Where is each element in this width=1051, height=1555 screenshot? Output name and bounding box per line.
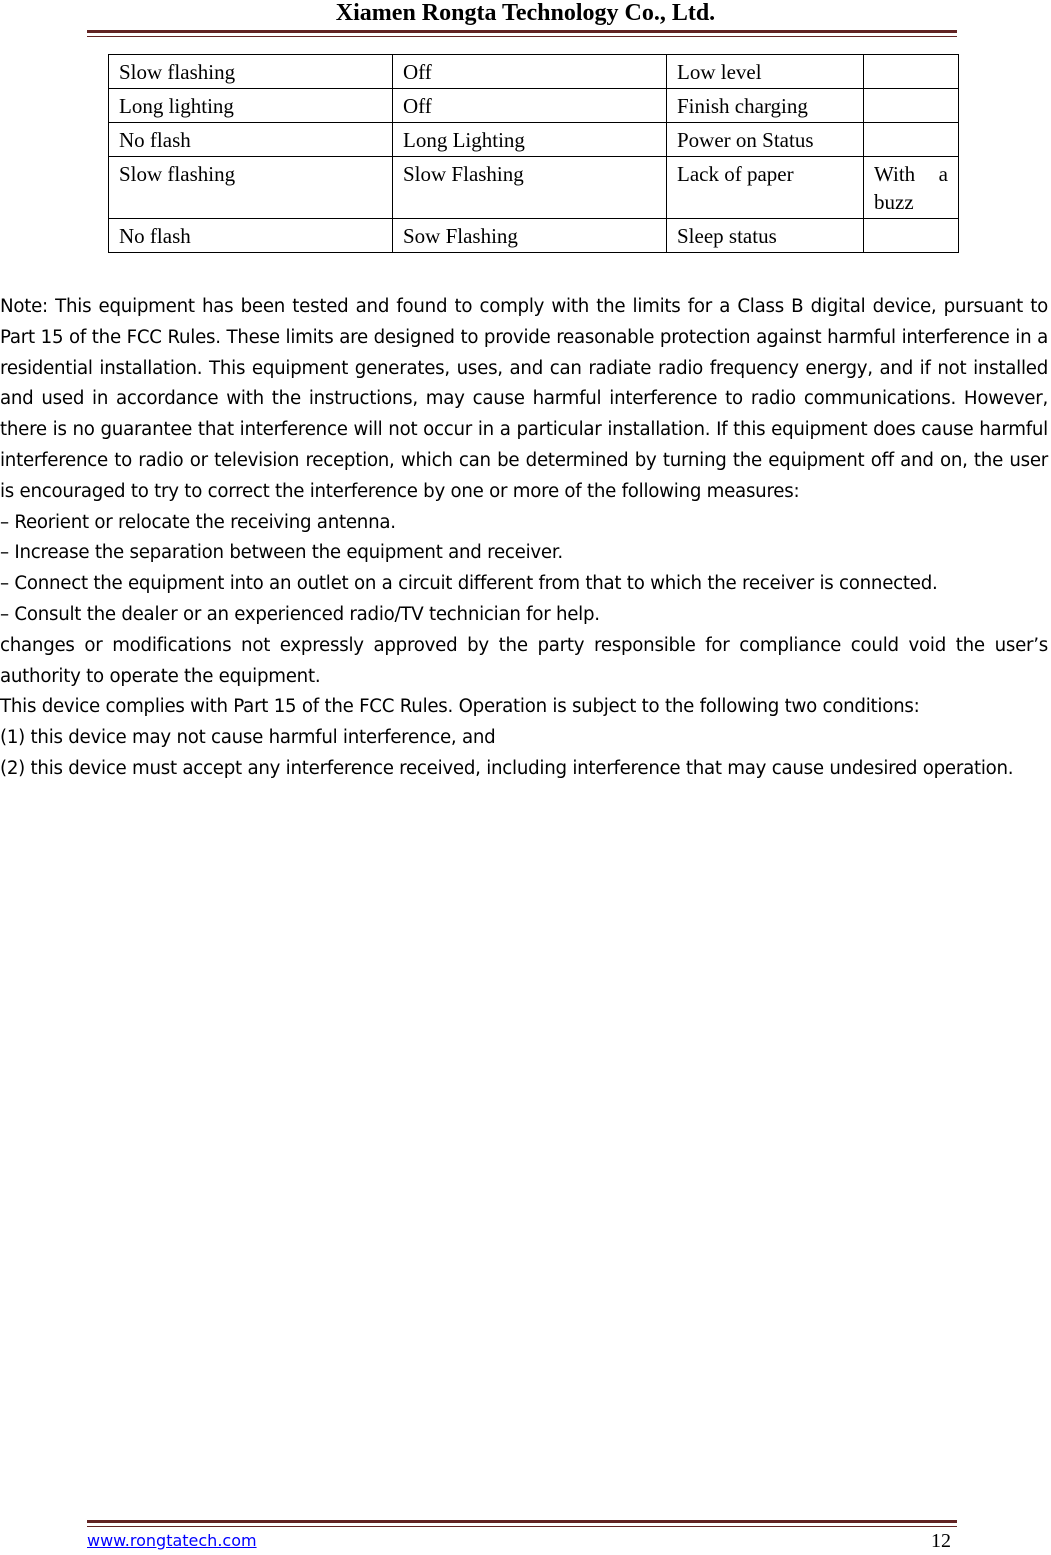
table-cell: [864, 89, 959, 123]
page-number: 12: [931, 1530, 951, 1552]
table-cell: Slow flashing: [109, 55, 393, 89]
table-cell: Sleep status: [667, 219, 864, 253]
measure-item: – Consult the dealer or an experienced radio/TV technician for help.: [0, 603, 600, 625]
modification-warning: changes or modifications not expressly approved by the party responsible for compliance could void the user’s authority to operate the equipment.: [0, 634, 1048, 687]
table-cell: Finish charging: [667, 89, 864, 123]
table-cell: Sow Flashing: [393, 219, 667, 253]
footer-divider: [87, 1520, 957, 1527]
table-cell: [864, 123, 959, 157]
table-row: [109, 157, 959, 219]
table-cell: Long lighting: [109, 89, 393, 123]
page-header-title: Xiamen Rongta Technology Co., Ltd.: [335, 0, 716, 26]
condition-item: (1) this device may not cause harmful interference, and: [0, 727, 496, 749]
website-link[interactable]: www.rongtatech.com: [87, 1531, 257, 1550]
header-divider: [87, 30, 957, 37]
table-cell: No flash: [109, 123, 393, 157]
table-cell: Low level: [667, 55, 864, 89]
table-cell: Lack of paper: [667, 157, 864, 219]
condition-item: (2) this device must accept any interference received, including interference that may cause undesired operation.: [0, 757, 1014, 779]
fcc-statement: [0, 292, 1048, 785]
table-row: [109, 55, 959, 89]
table-cell: Off: [393, 55, 667, 89]
table-row: [109, 123, 959, 157]
table-cell: With a buzz: [864, 157, 959, 219]
table-row: [109, 89, 959, 123]
indicator-status-table: [108, 54, 959, 253]
measure-item: – Connect the equipment into an outlet on a circuit different from that to which the receiver is connected.: [0, 573, 938, 595]
table-cell: Long Lighting: [393, 123, 667, 157]
table-cell: Off: [393, 89, 667, 123]
table-cell: Power on Status: [667, 123, 864, 157]
measure-item: – Increase the separation between the equipment and receiver.: [0, 542, 563, 564]
compliance-statement: This device complies with Part 15 of the FCC Rules. Operation is subject to the following two conditions:: [0, 696, 920, 718]
table-cell: Slow flashing: [109, 157, 393, 219]
table-cell: Slow Flashing: [393, 157, 667, 219]
table-cell: [864, 219, 959, 253]
table-cell: No flash: [109, 219, 393, 253]
table-row: [109, 219, 959, 253]
fcc-note-paragraph: Note: This equipment has been tested and found to comply with the limits for a Class B digital device, pursuant to Part 15 of the FCC Rules. These limits are designed to provide reasonable protection against harmful interference in a residential installation. This equipment generates, uses, and can radiate radio frequency energy, and if not installed and used in accordance with the instructions, may cause harmful interference to radio communications. However, there is no guarantee that interference will not occur in a particular installation. If this equipment does cause harmful interference to radio or television reception, which can be determined by turning the equipment off and on, the user is encouraged to try to correct the interference by one or more of the following measures:: [0, 296, 1048, 502]
measure-item: – Reorient or relocate the receiving antenna.: [0, 511, 396, 533]
table-cell: [864, 55, 959, 89]
